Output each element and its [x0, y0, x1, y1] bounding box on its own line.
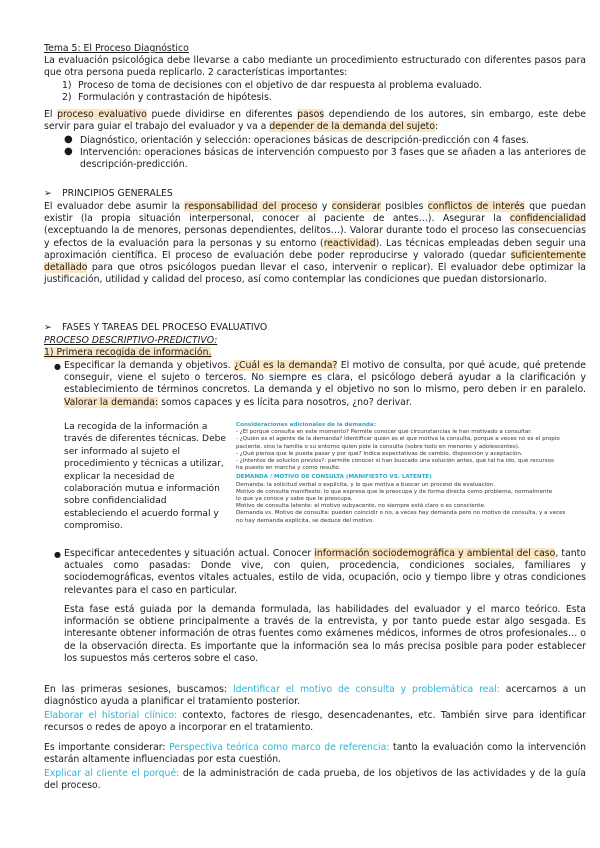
embedded-line: Demanda vs. Motivo de consulta: pueden coincidir o no, a veces hay demanda pero no motivo de consulta, y a veces [236, 510, 566, 517]
page-title: Tema 5: El Proceso Diagnóstico [44, 43, 189, 54]
embedded-line: Motivo de consulta manifiesto: lo que expresa que le preocupa y de forma directa como problema, normalmente [236, 488, 553, 495]
highlight: confidencialidad [509, 213, 586, 225]
antecedentes-paragraph: Esta fase está guiada por la demanda formulada, las habilidades del evaluador y el marco teórico. Esta información se obtiene principalmente a través de la entrevista, y por tanto puede estar algo sesgada. Es interesante obtener información de otras fuentes como exámenes médicos, informes de otros profesionales… o de la observación directa. Es importante que la información sea lo más precisa posible para poder establecer los supuestos más certeros sobre el caso. [64, 604, 586, 664]
embedded-line: Demanda: la solicitud verbal o explícita, y lo que motiva a buscar un proceso de evaluación. [236, 481, 495, 488]
bullet-icon: ● [64, 134, 73, 145]
principios-paragraph: El evaluador debe asumir la responsabilidad del proceso y considerar posibles conflictos de interés que puedan existir (la propia situación interpersonal, conocer al paciente de antes…). Asegurar la confidencialidad (exceptuando la de menores, personas dependientes, delitos…). Valorar durante todo el proceso las consecuencias y efectos de la evaluación para la personas y su entorno (reactividad). Las técnicas empleadas deben seguir una aproximación científica. El proceso de evaluación debe poder reproducirse y valorado (quedar suficientemente detallado para que otros psicólogos puedan llevar el caso, intervenir o replicar). El evaluador debe optimizar la justificación, utilidad y calidad del proceso, así como contemplar las condiciones que puedan distorsionarlo. [44, 201, 587, 286]
embedded-line: lo que ya conoce y sabe que le preocupa. [236, 496, 353, 503]
embedded-line: - ¿Quién es el agente de la demanda? Identificar quién es el que motiva la consulta, porque a veces no es el propio [236, 436, 560, 443]
antecedentes-bullet: Especificar antecedentes y situación actual. Conocer información sociodemográfica y ambiental del caso, tanto actuales como pasadas: Donde vive, con quien, procedencia, condiciones sociales, familiares y sociodemográficas, eventos vitales actuales, estilo de vida, ocupación, ocio y tiempo libre y otras condiciones relevantes para el caso en particular. [64, 548, 586, 596]
section-heading-fases: ➢ FASES Y TAREAS DEL PROCESO EVALUATIVO [44, 322, 268, 333]
embedded-line: Motivo de consulta latente: el motivo subyacente, no siempre está claro o es consciente. [236, 503, 486, 510]
subheading-descriptivo: PROCESO DESCRIPTIVO-PREDICTIVO: [44, 335, 218, 346]
closing-paragraph-1: En las primeras sesiones, buscamos: Identificar el motivo de consulta y problemática real: acercarnos a un diagnóstico ayuda a planificar el tratamiento posterior. [44, 684, 586, 708]
embedded-image [236, 422, 586, 530]
bullet-icon: ● [54, 362, 61, 371]
intro-paragraph-2: El proceso evaluativo puede dividirse en diferentes pasos dependiendo de los autores, sin embargo, este debe servir para guiar el trabajo del evaluador y va a depender de la demanda del sujeto: [44, 109, 586, 133]
closing-paragraph-2: Elaborar el historial clínico: contexto, factores de riesgo, desencadenantes, etc. También sirve para identificar recursos o redes de apoyo a incorporar en el tratamiento. [44, 710, 586, 734]
highlight: depender de la demanda del sujeto [269, 121, 436, 133]
intro-item-1 [62, 80, 582, 92]
highlight: suficientemente detallado [44, 249, 586, 274]
recogida-block: La recogida de la información a través de diferentes técnicas. Debe ser informado al sujeto el procedimiento y técnicas a utilizar, explicar la necesidad de colaboración mutua e información sobre confidencialidad estableciendo el acuerdo formal y compromiso. [64, 422, 227, 532]
highlight: responsabilidad del proceso [184, 201, 318, 212]
intro-bullet-2: Intervención: operaciones básicas de intervención compuesto por 3 fases que se añaden a las anteriores de descripción-predicción. [80, 147, 586, 171]
embedded-line: - ¿El porqué consulta en este momento? Permite conocer qué circunstancias le han motivado a consultar. [236, 429, 532, 436]
arrow-icon: ➢ [44, 188, 52, 199]
intro-item-2 [62, 92, 582, 104]
embedded-line: paciente, sino la familia o su entorno quien pide la consulta (sobre todo en menores y adolescentes). [236, 443, 520, 450]
intro-bullet-1: Diagnóstico, orientación y selección: operaciones básicas de descripción-predicción con 4 fases. [80, 135, 530, 146]
cyan-term: Identificar el motivo de consulta y problemática real: [232, 684, 500, 695]
section-heading-principios: ➢ PRINCIPIOS GENERALES [44, 188, 173, 199]
bullet-icon: ● [54, 550, 61, 559]
closing-paragraph-3: Es importante considerar: Perspectiva teórica como marco de referencia: tanto la evaluación como la intervención estarán altamente influenciadas por esta cuestión. [44, 742, 586, 766]
highlight: ¿Cuál es la demanda? [234, 360, 338, 371]
cyan-term: Explicar al cliente el porqué: [44, 768, 180, 779]
embedded-line: ha puesto en marcha y cómo resultó. [236, 465, 341, 472]
embedded-line: - ¿Qué piensa que le pueda pasar y por qué? Indica expectativas de cambio, disposición y aceptación. [236, 450, 523, 457]
highlight: considerar [331, 201, 381, 212]
arrow-icon: ➢ [44, 322, 52, 333]
highlight: pasos [297, 109, 325, 120]
embedded-line: - ¿Intentos de solución previos?: permite conocer si han buscado una solución antes, qué tal ha ido, qué recursos [236, 458, 554, 465]
highlight: conflictos de interés [427, 201, 525, 212]
highlight: reactividad [323, 237, 376, 249]
highlight: Valorar la demanda: [64, 396, 159, 408]
item-number: 1) [62, 80, 72, 91]
step-1-heading: 1) Primera recogida de información. [44, 347, 212, 358]
cyan-term: Elaborar el historial clínico: [44, 710, 178, 721]
embedded-heading: DEMANDA / MOTIVO DE CONSULTA (MANIFIESTO VS. LATENTE) [236, 474, 432, 481]
embedded-heading: Consideraciones adicionales de la demanda: [236, 422, 376, 428]
highlight: información sociodemográfica y ambiental del caso [314, 548, 556, 559]
bullet-icon: ● [64, 146, 73, 157]
item-text: Proceso de toma de decisiones con el objetivo de dar respuesta al problema evaluado. [78, 80, 482, 91]
cyan-term: Perspectiva teórica como marco de referencia: [169, 742, 390, 753]
closing-paragraph-4: Explicar al cliente el porqué: de la administración de cada prueba, de los objetivos de las actividades y de la guía del proceso. [44, 768, 586, 792]
highlight: proceso evaluativo [57, 109, 147, 120]
intro-paragraph: La evaluación psicológica debe llevarse a cabo mediante un procedimiento estructurado con diferentes pasos para que otra persona pueda replicarlo. 2 características importantes: [44, 55, 586, 79]
embedded-line: no hay demanda explícita, se deduce del motivo. [236, 517, 374, 524]
demanda-bullet: Especificar la demanda y objetivos. ¿Cuál es la demanda? El motivo de consulta, por qué acude, qué pretende conseguir, viene el sujeto o terceros. No siempre es clara, el psicólogo deberá ayudar a la clarificación y establecimiento de términos concretos. La demanda y el objetivo no son lo mismo, pero deben ir en paralelo. Valorar la demanda: somos capaces y es lícita para nosotros, ¿no? derivar. [64, 360, 587, 408]
item-text: Formulación y contrastación de hipótesis. [78, 92, 272, 103]
item-number: 2) [62, 92, 72, 103]
